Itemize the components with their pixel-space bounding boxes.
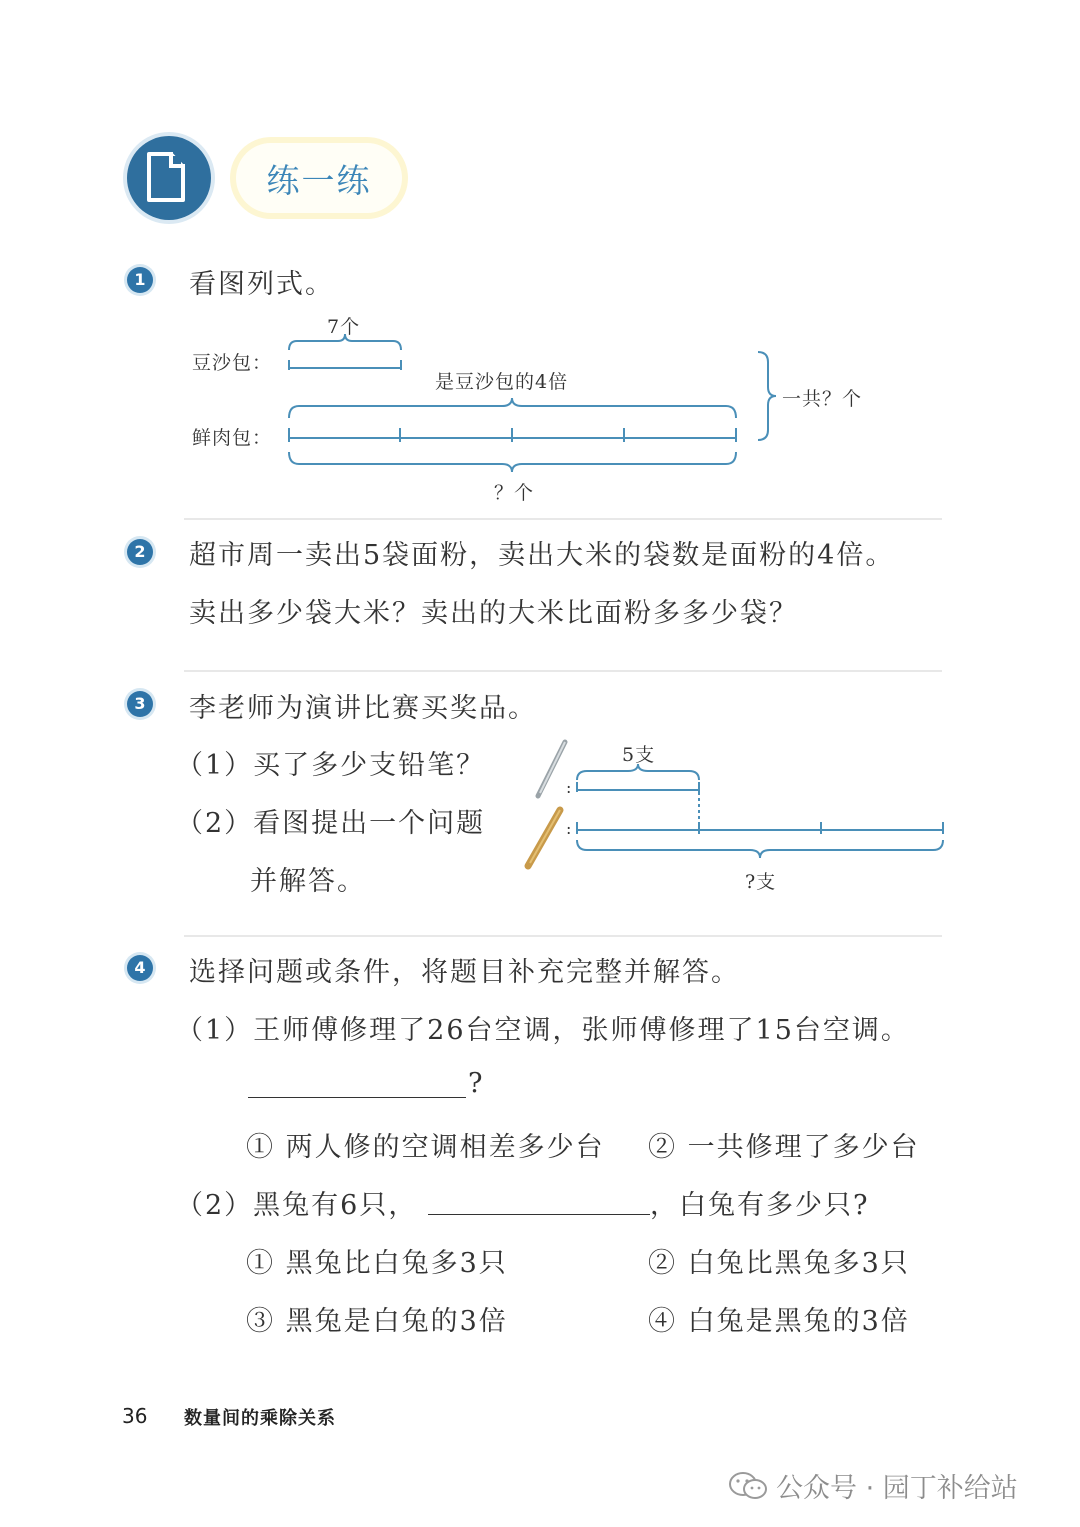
pencil-icon xyxy=(528,810,560,866)
q1-instruction: 看图列式。 xyxy=(189,269,334,300)
section-title: 练一练 xyxy=(236,143,402,213)
q4-part1-blank[interactable] xyxy=(248,1096,466,1098)
question-number-1: 1 xyxy=(127,267,153,293)
q1-unknown-label: ？个 xyxy=(494,482,535,504)
watermark-text: 公众号 · 园丁补给站 xyxy=(776,1473,1018,1504)
q3-unknown-label: ?支 xyxy=(745,871,777,893)
q4-part2-option-4[interactable]: ④ 白兔是黑兔的3倍 xyxy=(648,1306,910,1337)
chapter-title: 数量间的乘除关系 xyxy=(184,1408,336,1429)
q4-part2-suffix: ，白兔有多少只? xyxy=(650,1190,870,1221)
q3-sub2-line1: （2）看图提出一个问题 xyxy=(176,808,486,839)
divider xyxy=(184,935,942,937)
q4-instruction: 选择问题或条件，将题目补充完整并解答。 xyxy=(189,957,740,988)
svg-text::: : xyxy=(566,819,572,838)
divider xyxy=(184,670,942,672)
svg-text::: : xyxy=(566,778,572,797)
q1-total-label: 一共？个 xyxy=(782,388,863,410)
q4-part2-option-1[interactable]: ① 黑兔比白兔多3只 xyxy=(246,1248,508,1279)
wechat-icon xyxy=(728,1470,768,1502)
q4-part1-text: （1）王师傅修理了26台空调，张师傅修理了15台空调。 xyxy=(176,1015,910,1046)
q1-douabao-count: 7个 xyxy=(327,316,361,338)
q1-relation-label: 是豆沙包的4倍 xyxy=(435,371,569,393)
q4-part1-option-1[interactable]: ① 两人修的空调相差多少台 xyxy=(246,1132,605,1163)
q4-part2-option-2[interactable]: ② 白兔比黑兔多3只 xyxy=(648,1248,910,1279)
question-number-3: 3 xyxy=(127,691,153,717)
watermark xyxy=(728,1466,1018,1505)
question-number-4: 4 xyxy=(127,955,153,981)
q1-douabao-label: 豆沙包： xyxy=(192,352,273,374)
q3-pen-count: 5支 xyxy=(622,744,656,766)
q4-part2-prefix: （2）黑兔有6只， xyxy=(176,1190,418,1221)
question-number-2: 2 xyxy=(127,539,153,565)
q4-part1-option-2[interactable]: ② 一共修理了多少台 xyxy=(648,1132,920,1163)
q1-xianrou-label: 鲜肉包： xyxy=(192,427,273,449)
divider xyxy=(184,518,942,520)
pen-icon xyxy=(538,742,565,796)
q4-part2-option-3[interactable]: ③ 黑兔是白兔的3倍 xyxy=(246,1306,508,1337)
q4-part2-blank[interactable] xyxy=(428,1213,650,1215)
q2-line2: 卖出多少袋大米？卖出的大米比面粉多多少袋？ xyxy=(189,598,798,629)
q3-sub2-line2: 并解答。 xyxy=(250,866,366,897)
q4-part1-question-mark: ? xyxy=(468,1068,485,1099)
q2-line1: 超市周一卖出5袋面粉，卖出大米的袋数是面粉的4倍。 xyxy=(189,540,895,571)
q3-instruction: 李老师为演讲比赛买奖品。 xyxy=(189,693,537,724)
page-number: 36 xyxy=(122,1404,148,1428)
q3-sub1: （1）买了多少支铅笔？ xyxy=(176,750,486,781)
